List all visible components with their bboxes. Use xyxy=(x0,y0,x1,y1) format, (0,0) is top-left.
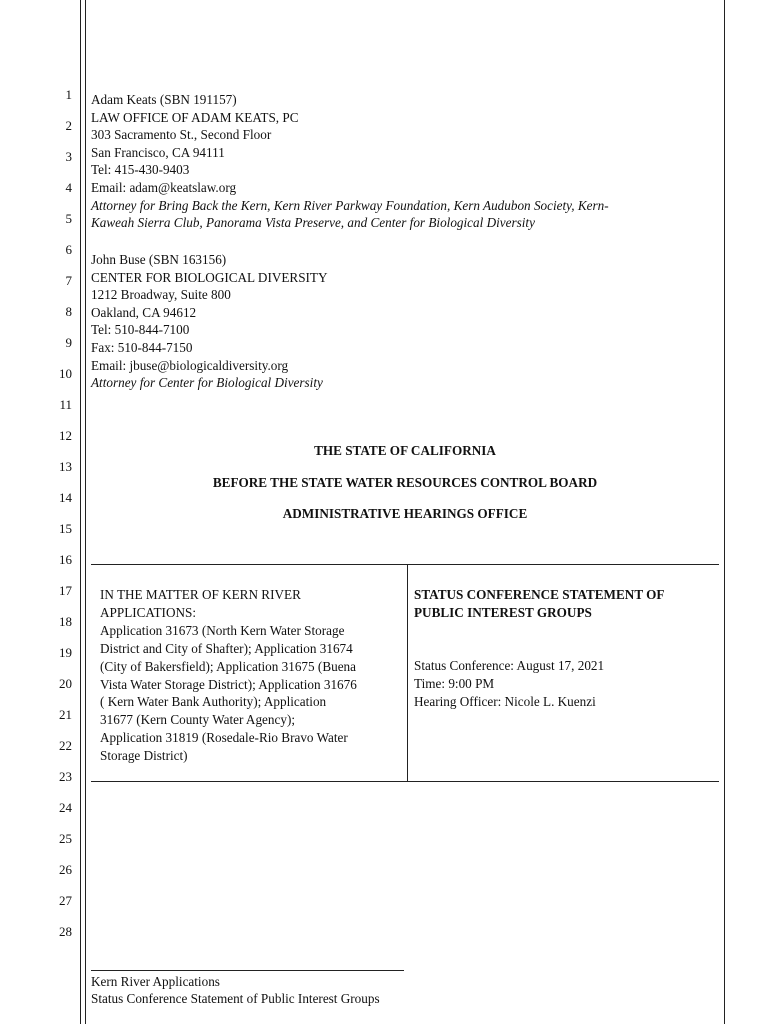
line-number: 9 xyxy=(65,335,72,350)
line-number: 5 xyxy=(65,211,72,226)
attorney-phone: Tel: 510-844-7100 xyxy=(91,322,190,338)
right-margin-rule xyxy=(724,0,725,1024)
line-number: 22 xyxy=(59,738,72,753)
line-number: 14 xyxy=(59,490,72,505)
document-title-line: STATUS CONFERENCE STATEMENT OF xyxy=(414,587,665,602)
line-number: 13 xyxy=(59,459,72,474)
hearing-officer: Hearing Officer: Nicole L. Kuenzi xyxy=(414,693,596,709)
caption-matter-line: IN THE MATTER OF KERN RIVER xyxy=(100,587,301,602)
heading-board: BEFORE THE STATE WATER RESOURCES CONTROL BOARD xyxy=(212,475,598,490)
line-numbers xyxy=(0,0,78,1024)
attorney-role-line: Attorney for Bring Back the Kern, Kern River Parkway Foundation, Kern Audubon Society, Kern- xyxy=(91,197,609,213)
line-number: 20 xyxy=(59,676,72,691)
heading-state: THE STATE OF CALIFORNIA xyxy=(314,443,496,458)
attorney-address-line: 303 Sacramento St., Second Floor xyxy=(91,127,272,143)
caption-matter-line: 31677 (Kern County Water Agency); xyxy=(100,712,295,728)
line-number: 2 xyxy=(65,118,72,133)
line-number: 21 xyxy=(59,707,72,722)
attorney-phone: Tel: 415-430-9403 xyxy=(91,162,190,178)
caption-matter-line: Storage District) xyxy=(100,748,188,764)
line-number: 12 xyxy=(59,428,72,443)
line-number: 17 xyxy=(59,583,72,598)
attorney-address-line: Oakland, CA 94612 xyxy=(91,304,197,320)
hearing-time: Time: 9:00 PM xyxy=(414,675,495,691)
caption-matter-line: Application 31819 (Rosedale-Rio Bravo Water xyxy=(100,730,348,746)
document-title xyxy=(414,586,714,622)
attorney-name: Adam Keats (SBN 191157) xyxy=(91,92,237,107)
attorney-name: John Buse (SBN 163156) xyxy=(91,252,227,267)
line-number: 23 xyxy=(59,769,72,784)
attorney-role-line: Kaweah Sierra Club, Panorama Vista Preserve, and Center for Biological Diversity xyxy=(91,215,535,231)
caption-matter-line: District and City of Shafter); Application 31674 xyxy=(100,640,353,656)
line-number: 24 xyxy=(59,800,72,815)
case-caption xyxy=(91,564,719,782)
line-number: 18 xyxy=(59,614,72,629)
attorney-block-keats xyxy=(91,91,609,232)
attorney-fax: Fax: 510-844-7150 xyxy=(91,339,193,355)
hearing-date: Status Conference: August 17, 2021 xyxy=(414,657,605,673)
hearing-details xyxy=(414,657,714,711)
line-number: 3 xyxy=(65,149,72,164)
left-margin-rule-outer xyxy=(80,0,81,1024)
line-number: 1 xyxy=(65,87,72,102)
attorney-email: Email: jbuse@biologicaldiversity.org xyxy=(91,357,289,373)
caption-matter-line: Vista Water Storage District); Application 31676 xyxy=(100,676,357,692)
line-number: 4 xyxy=(65,180,72,195)
caption-document xyxy=(414,586,714,711)
caption-matter-line: APPLICATIONS: xyxy=(100,604,196,620)
footer-document: Status Conference Statement of Public Interest Groups xyxy=(91,991,380,1006)
caption-matter-line: (City of Bakersfield); Application 31675 (Buena xyxy=(100,658,357,674)
document-title-line: PUBLIC INTEREST GROUPS xyxy=(414,604,592,620)
attorney-role: Attorney for Center for Biological Diversity xyxy=(91,375,323,391)
caption-divider xyxy=(407,565,408,781)
attorney-firm: LAW OFFICE OF ADAM KEATS, PC xyxy=(91,109,299,125)
line-number: 7 xyxy=(65,273,72,288)
attorney-address-line: 1212 Broadway, Suite 800 xyxy=(91,287,231,303)
line-number: 15 xyxy=(59,521,72,536)
line-number: 27 xyxy=(59,893,72,908)
line-number: 25 xyxy=(59,831,72,846)
line-number: 10 xyxy=(59,366,72,381)
line-number: 28 xyxy=(59,924,72,939)
page-footer xyxy=(91,973,380,1007)
caption-matter-line: ( Kern Water Bank Authority); Application xyxy=(100,694,327,710)
footer-rule xyxy=(91,970,404,971)
footer-case: Kern River Applications xyxy=(91,974,220,989)
attorney-firm: CENTER FOR BIOLOGICAL DIVERSITY xyxy=(91,269,328,285)
caption-matter-line: Application 31673 (North Kern Water Storage xyxy=(100,622,345,638)
heading-office: ADMINISTRATIVE HEARINGS OFFICE xyxy=(282,506,528,521)
caption-matter xyxy=(100,586,400,765)
attorney-email: Email: adam@keatslaw.org xyxy=(91,179,237,195)
line-number: 26 xyxy=(59,862,72,877)
attorney-address-line: San Francisco, CA 94111 xyxy=(91,144,225,160)
line-number: 19 xyxy=(59,645,72,660)
left-margin-rule-inner xyxy=(85,0,86,1024)
line-number: 8 xyxy=(65,304,72,319)
line-number: 11 xyxy=(59,397,72,412)
line-number: 16 xyxy=(59,552,72,567)
attorney-block-buse xyxy=(91,251,328,392)
line-number: 6 xyxy=(65,242,72,257)
